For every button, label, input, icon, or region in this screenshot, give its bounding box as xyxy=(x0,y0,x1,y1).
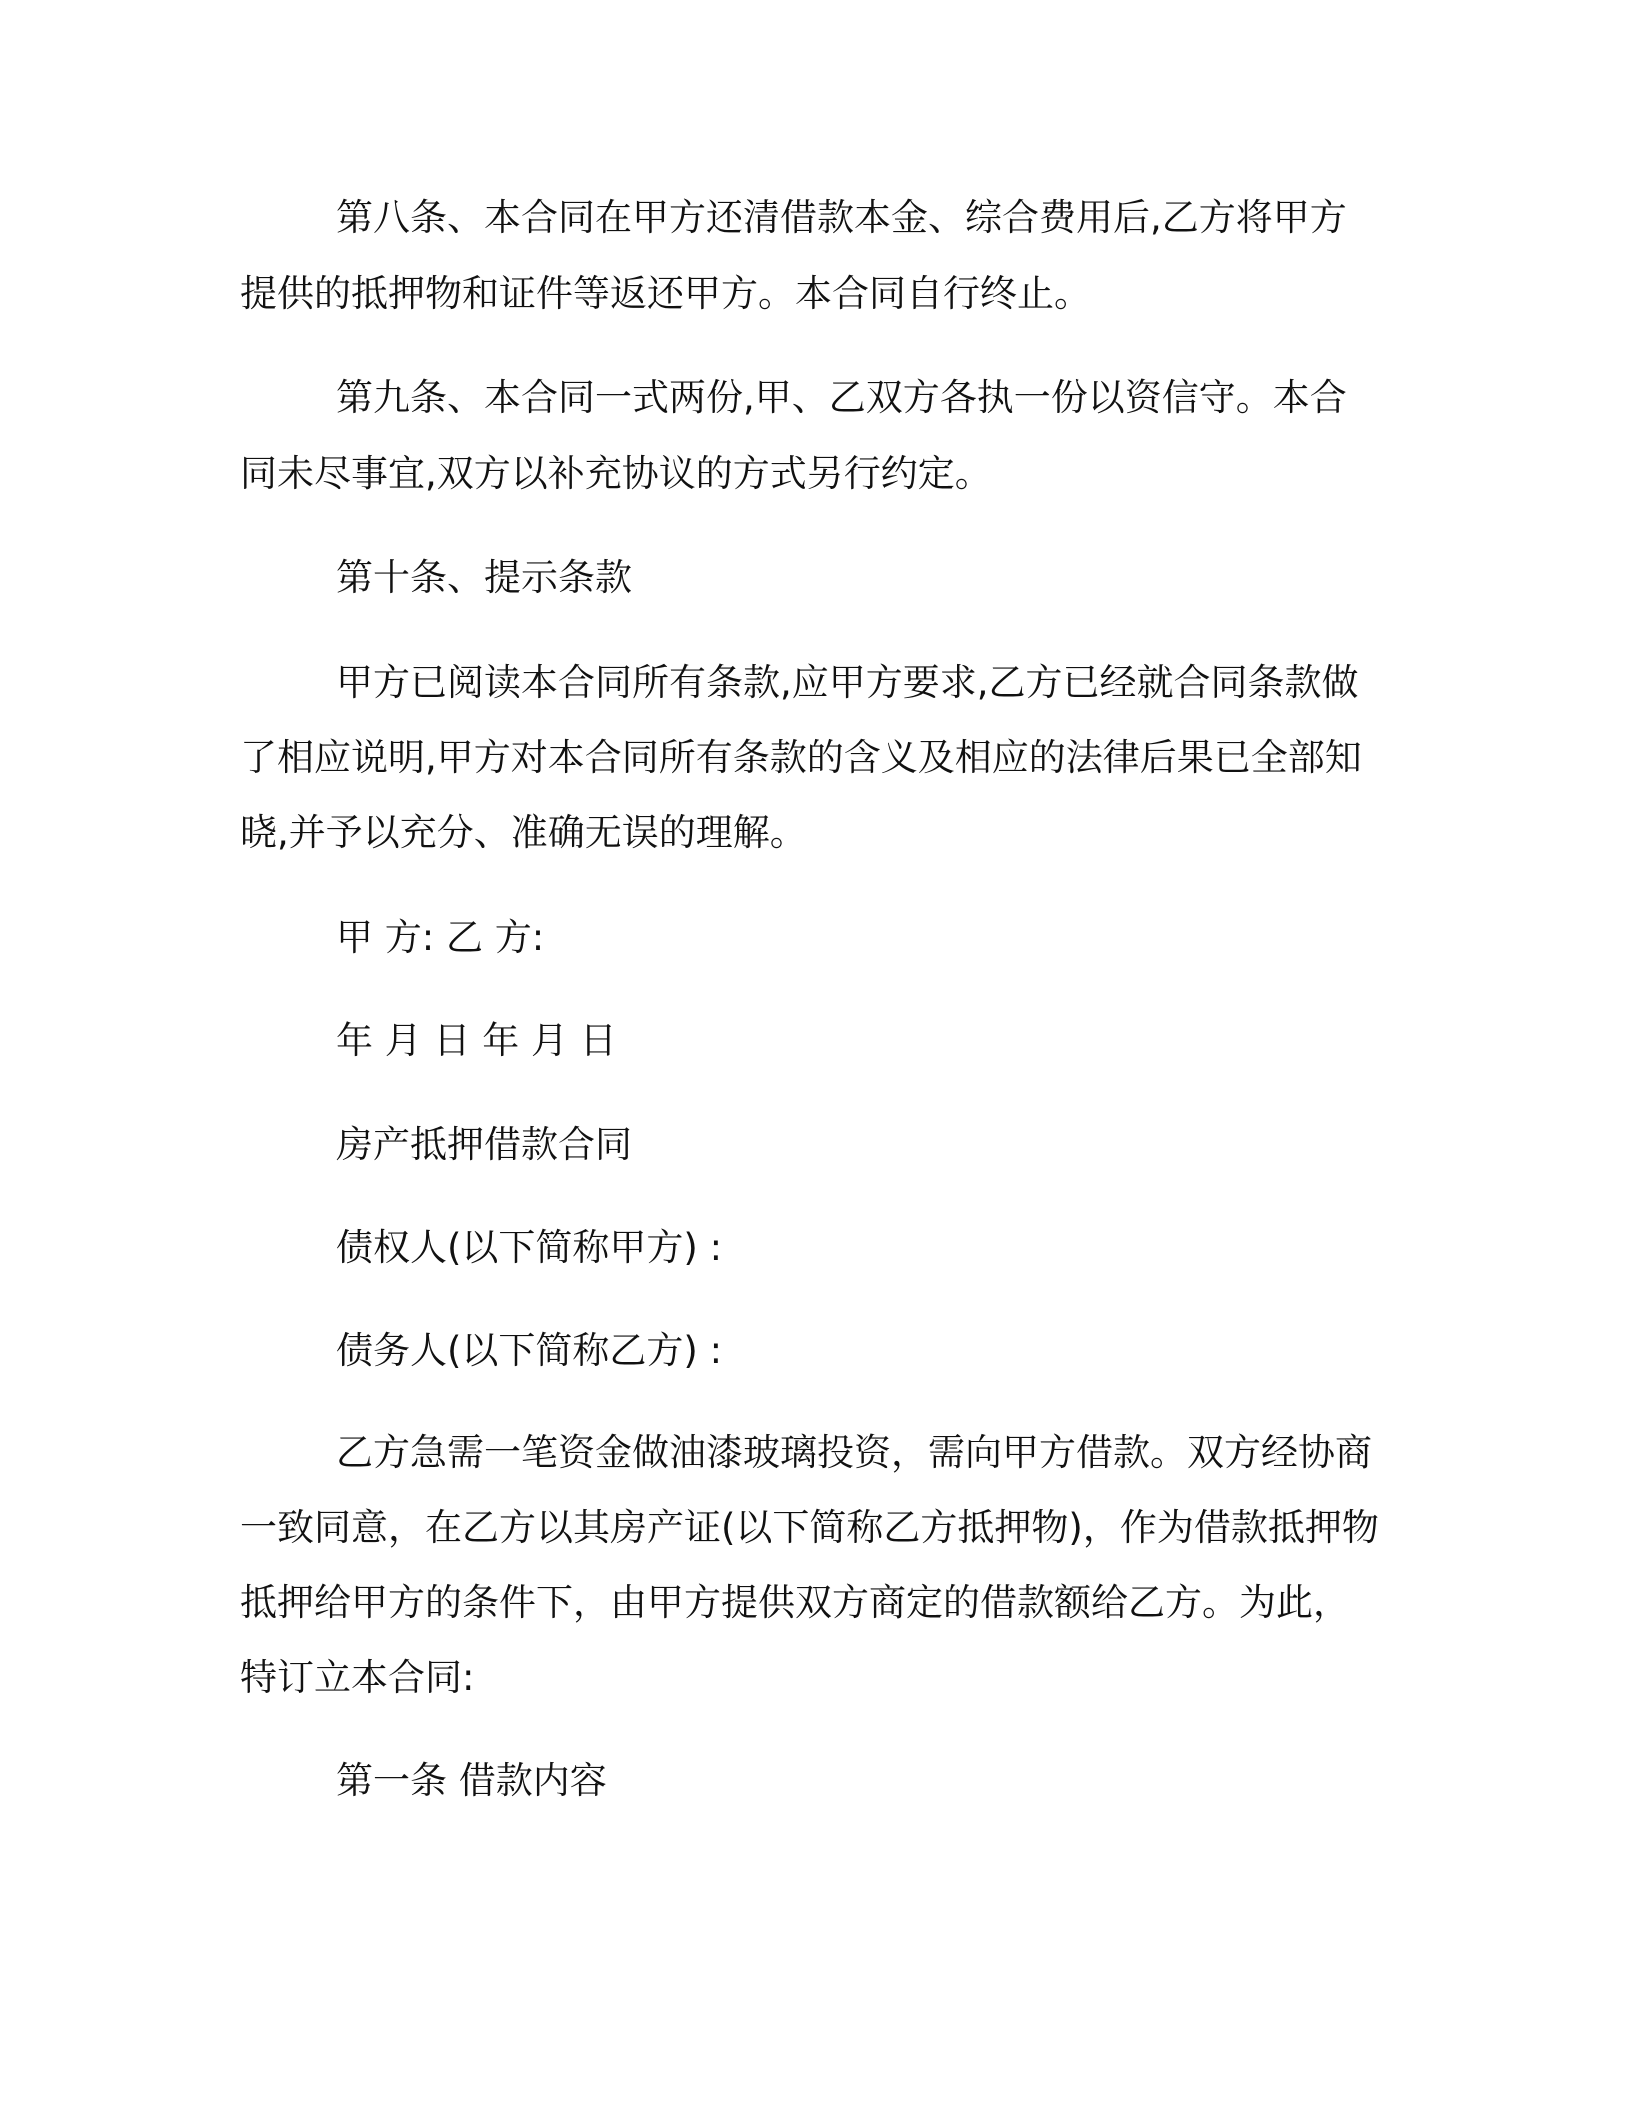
article-8-line-2: 提供的抵押物和证件等返还甲方。本合同自行终止。 xyxy=(240,272,1091,315)
article-9-line-1: 第九条、本合同一式两份,甲、乙双方各执一份以资信守。本合 xyxy=(336,376,1347,419)
signature-parties-line: 甲 方: 乙 方: xyxy=(336,916,545,959)
article-10-line-1: 甲方已阅读本合同所有条款,应甲方要求,乙方已经就合同条款做 xyxy=(336,661,1359,704)
article-10-line-3: 晓,并予以充分、准确无误的理解。 xyxy=(240,811,807,854)
preamble-line-3: 抵押给甲方的条件下，由甲方提供双方商定的借款额给乙方。为此， xyxy=(240,1581,1350,1624)
article-8-line-1: 第八条、本合同在甲方还清借款本金、综合费用后,乙方将甲方 xyxy=(336,196,1347,239)
preamble-line-4: 特订立本合同: xyxy=(240,1656,475,1699)
creditor-line: 债权人(以下简称甲方) : xyxy=(336,1226,723,1269)
article-10-line-2: 了相应说明,甲方对本合同所有条款的含义及相应的法律后果已全部知 xyxy=(240,736,1362,779)
contract-title: 房产抵押借款合同 xyxy=(336,1123,632,1166)
article-10-heading: 第十条、提示条款 xyxy=(336,556,632,599)
article-1-heading: 第一条 借款内容 xyxy=(336,1759,607,1802)
article-9-line-2: 同未尽事宜,双方以补充协议的方式另行约定。 xyxy=(240,452,992,495)
debtor-line: 债务人(以下简称乙方) : xyxy=(336,1329,723,1372)
preamble-line-2: 一致同意，在乙方以其房产证(以下简称乙方抵押物)，作为借款抵押物 xyxy=(240,1506,1379,1549)
preamble-line-1: 乙方急需一笔资金做油漆玻璃投资，需向甲方借款。双方经协商 xyxy=(336,1431,1372,1474)
signature-dates-line: 年 月 日 年 月 日 xyxy=(336,1019,617,1062)
